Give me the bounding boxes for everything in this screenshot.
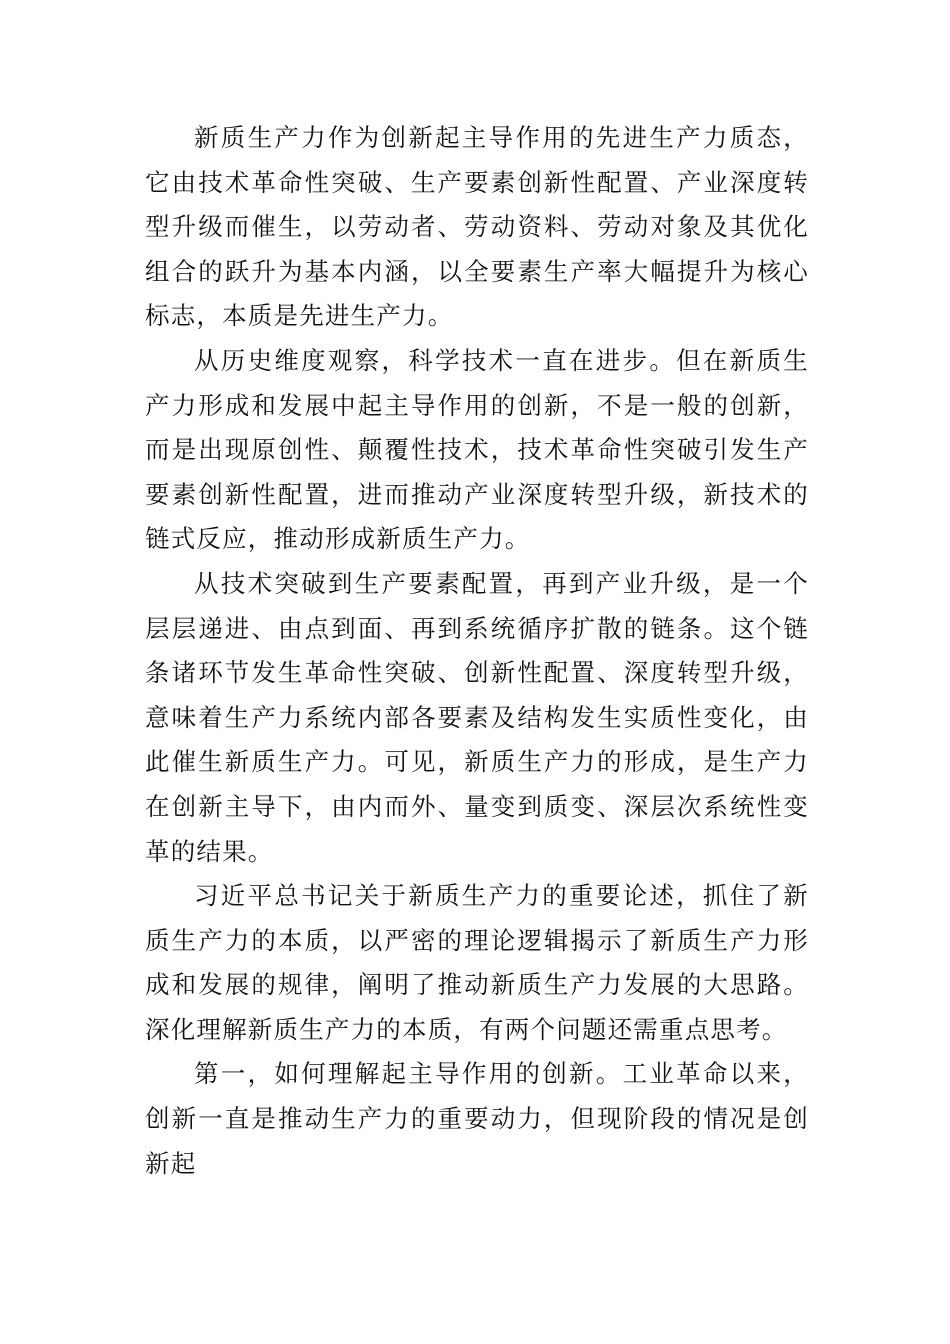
paragraph-4: 习近平总书记关于新质生产力的重要论述，抓住了新质生产力的本质，以严密的理论逻辑揭示了新质生产力形成和发展的规律，阐明了推动新质生产力发展的大思路。深化理解新质生产力的本质，有两个问题还需重点思考。 [145, 881, 809, 1044]
paragraph-3: 从技术突破到生产要素配置，再到产业升级，是一个层层递进、由点到面、再到系统循序扩散的链条。这个链条诸环节发生革命性突破、创新性配置、深度转型升级，意味着生产力系统内部各要素及结构发生实质性变化，由此催生新质生产力。可见，新质生产力的形成，是生产力在创新主导下，由内而外、量变到质变、深层次系统性变革的结果。 [145, 568, 809, 866]
document-page [145, 116, 809, 1186]
paragraph-5: 第一，如何理解起主导作用的创新。工业革命以来，创新一直是推动生产力的重要动力，但现阶段的情况是创新起 [145, 1059, 809, 1178]
paragraph-2: 从历史维度观察，科学技术一直在进步。但在新质生产力形成和发展中起主导作用的创新，不是一般的创新，而是出现原创性、颠覆性技术，技术革命性突破引发生产要素创新性配置，进而推动产业深度转型升级，新技术的链式反应，推动形成新质生产力。 [145, 345, 809, 554]
paragraph-1: 新质生产力作为创新起主导作用的先进生产力质态，它由技术革命性突破、生产要素创新性配置、产业深度转型升级而催生，以劳动者、劳动资料、劳动对象及其优化组合的跃升为基本内涵，以全要素生产率大幅提升为核心标志，本质是先进生产力。 [145, 123, 809, 331]
